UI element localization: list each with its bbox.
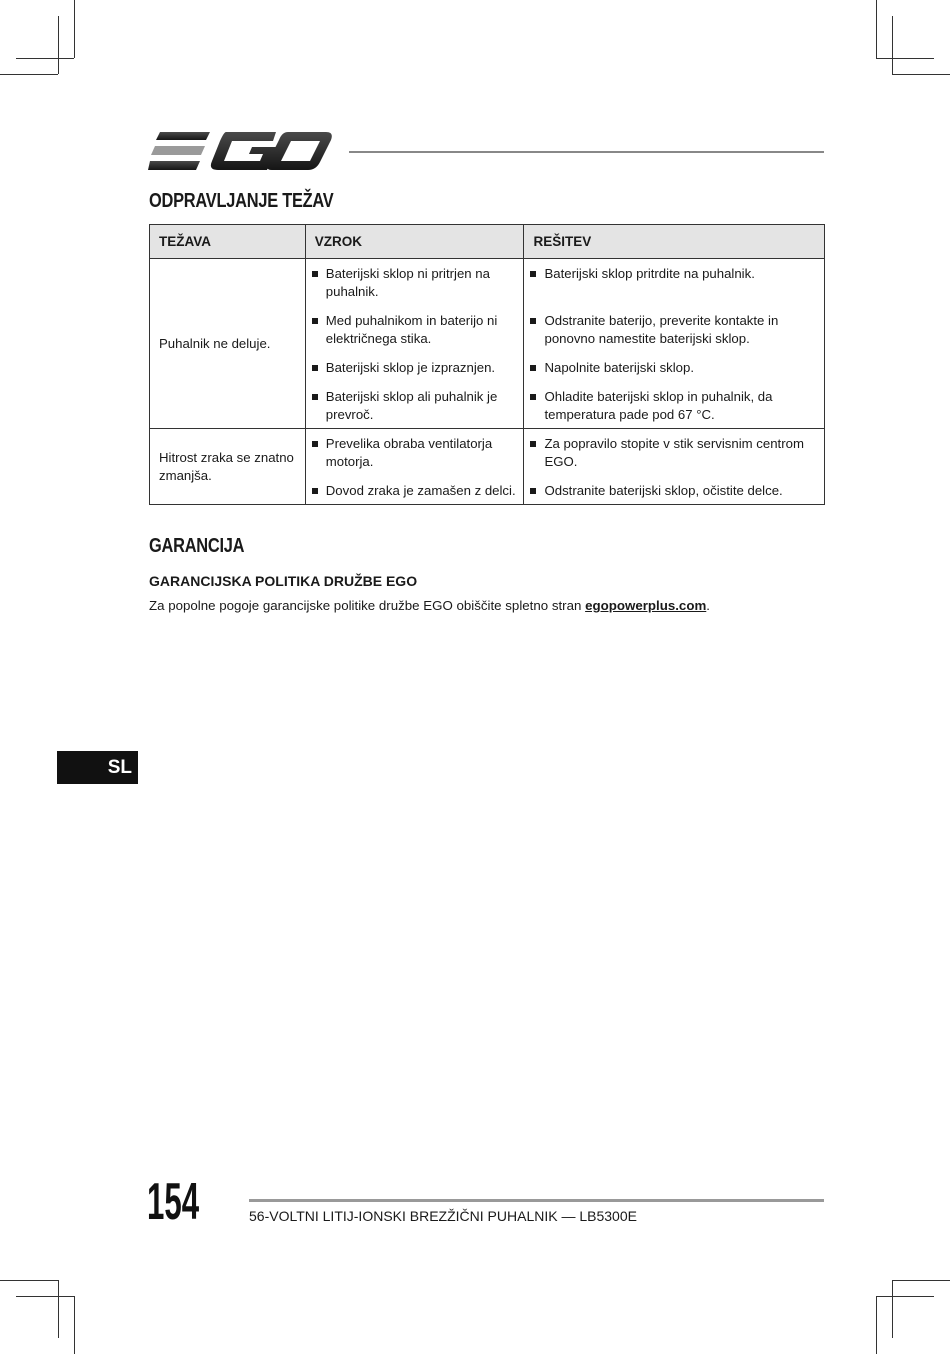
- language-tab: SL: [57, 751, 138, 784]
- warranty-body: Za popolne pogoje garancijske politike družbe EGO obiščite spletno stran: [149, 598, 586, 613]
- ego-logo: [148, 128, 332, 174]
- warranty-text: [149, 598, 710, 613]
- crop-mark: [892, 1280, 893, 1338]
- cause-item: Prevelika obraba ventilatorja motorja.: [311, 435, 518, 471]
- solution-item: Za popravilo stopite v stik servisnim centrom EGO.: [529, 435, 818, 471]
- table-row: [150, 429, 825, 505]
- crop-mark: [0, 74, 58, 75]
- cause-item: Baterijski sklop je izpraznjen.: [311, 359, 518, 377]
- crop-mark: [876, 0, 877, 58]
- header-rule: [349, 151, 824, 153]
- solution-cell: [524, 259, 825, 429]
- table-header-row: [150, 225, 825, 259]
- crop-mark: [16, 58, 74, 59]
- header-solution: REŠITEV: [524, 225, 825, 259]
- page-number: 154: [147, 1173, 200, 1231]
- crop-mark: [58, 16, 59, 74]
- crop-mark: [74, 0, 75, 58]
- cause-item: Baterijski sklop ni pritrjen na puhalnik.: [311, 265, 518, 301]
- solution-item: Odstranite baterijski sklop, očistite delce.: [529, 482, 818, 500]
- footer-product: 56-VOLTNI LITIJ-IONSKI BREZŽIČNI PUHALNIK — LB5300E: [249, 1208, 637, 1224]
- footer-rule: [249, 1199, 824, 1202]
- crop-mark: [876, 1296, 934, 1297]
- cause-cell: [305, 259, 524, 429]
- solution-cell: [524, 429, 825, 505]
- solution-item: Napolnite baterijski sklop.: [529, 359, 818, 377]
- header-cause: VZROK: [305, 225, 524, 259]
- problem-cell: Puhalnik ne deluje.: [150, 259, 306, 429]
- warranty-link[interactable]: egopowerplus.com: [585, 598, 707, 613]
- crop-mark: [876, 58, 934, 59]
- cause-item: Dovod zraka je zamašen z delci.: [311, 482, 518, 500]
- cause-item: Baterijski sklop ali puhalnik je prevroč.: [311, 388, 518, 424]
- warranty-title: GARANCIJA: [149, 535, 245, 557]
- header-problem: TEŽAVA: [150, 225, 306, 259]
- crop-mark: [892, 16, 893, 74]
- troubleshooting-title: ODPRAVLJANJE TEŽAV: [149, 190, 334, 212]
- crop-mark: [876, 1296, 877, 1354]
- cause-item: Med puhalnikom in baterijo ni električnega stika.: [311, 312, 518, 348]
- crop-mark: [892, 74, 950, 75]
- crop-mark: [0, 1280, 58, 1281]
- troubleshooting-table: [149, 224, 825, 505]
- crop-mark: [58, 1280, 59, 1338]
- warranty-subtitle: GARANCIJSKA POLITIKA DRUŽBE EGO: [149, 573, 418, 589]
- solution-item: Baterijski sklop pritrdite na puhalnik.: [529, 265, 818, 301]
- cause-cell: [305, 429, 524, 505]
- solution-item: Ohladite baterijski sklop in puhalnik, da temperatura pade pod 67 °C.: [529, 388, 818, 424]
- crop-mark: [16, 1296, 74, 1297]
- solution-item: Odstranite baterijo, preverite kontakte in ponovno namestite baterijski sklop.: [529, 312, 818, 348]
- crop-mark: [892, 1280, 950, 1281]
- problem-cell: Hitrost zraka se znatno zmanjša.: [150, 429, 306, 505]
- table-row: [150, 259, 825, 429]
- crop-mark: [74, 1296, 75, 1354]
- warranty-end: .: [706, 598, 710, 613]
